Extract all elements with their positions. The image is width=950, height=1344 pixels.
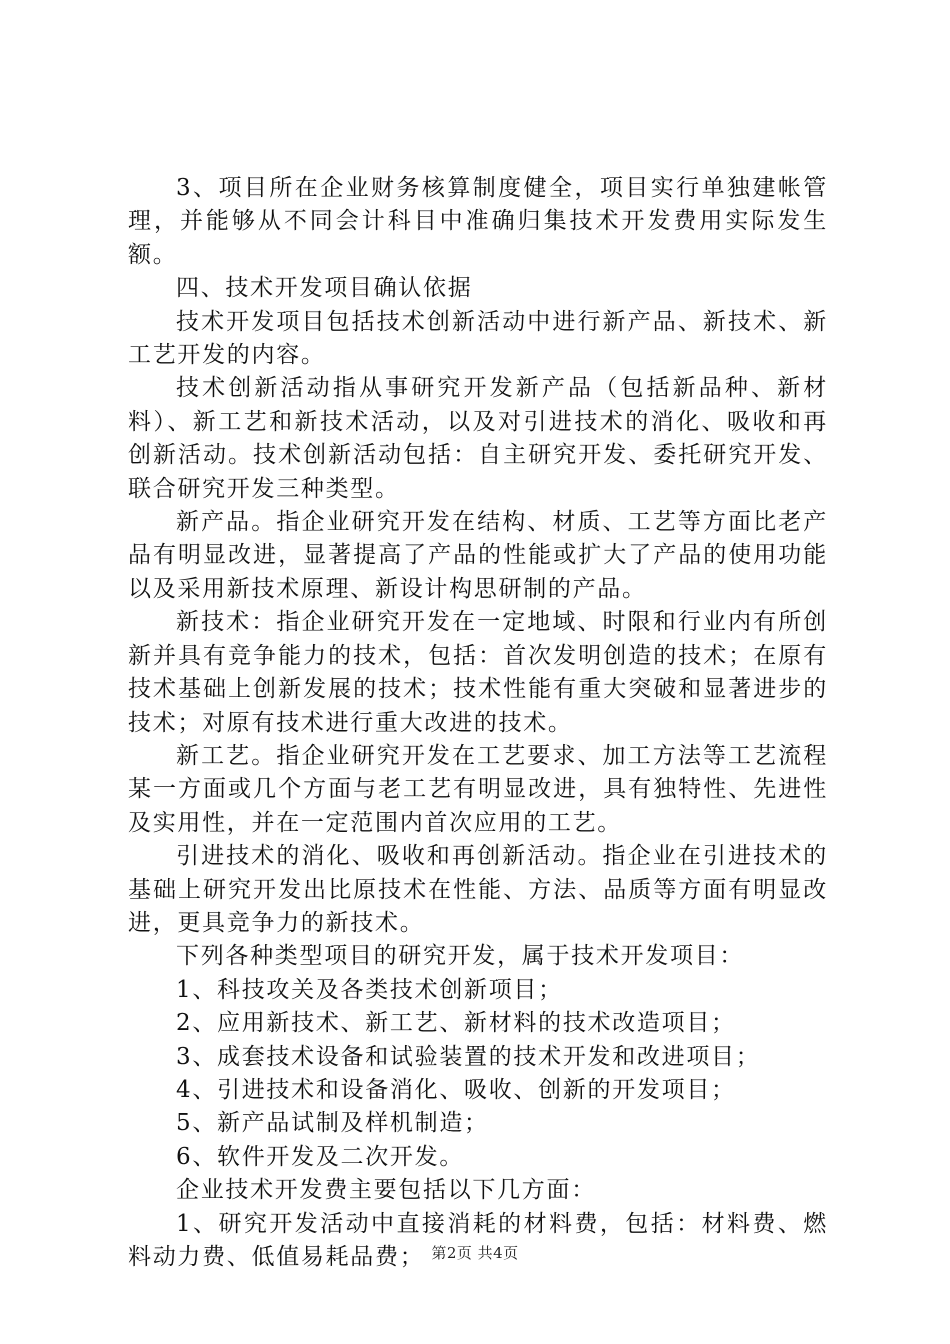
list-item: 2、应用新技术、新工艺、新材料的技术改造项目； (176, 1010, 736, 1037)
list-item: 1、研究开发活动中直接消耗的材料费，包括：材料费、燃料动力费、低值易耗品费； (128, 1210, 828, 1270)
paragraph: 企业技术开发费主要包括以下几方面： (176, 1177, 596, 1204)
page-footer: 第2页 共4页 (431, 1244, 519, 1262)
paragraph: 技术开发项目包括技术创新活动中进行新产品、新技术、新工艺开发的内容。 (128, 308, 828, 369)
list-item: 1、科技攻关及各类技术创新项目； (176, 976, 563, 1003)
list-item: 4、引进技术和设备消化、吸收、创新的开发项目； (176, 1076, 736, 1103)
list-item: 6、软件开发及二次开发。 (176, 1143, 465, 1170)
list-item: 3、成套技术设备和试验装置的技术开发和改进项目； (176, 1043, 761, 1070)
paragraph: 3、项目所在企业财务核算制度健全，项目实行单独建帐管理，并能够从不同会计科目中准确归集技术开发费用实际发生额。 (128, 175, 828, 268)
paragraph: 引进技术的消化、吸收和再创新活动。指企业在引进技术的基础上研究开发出比原技术在性能、方法、品质等方面有明显改进，更具竞争力的新技术。 (128, 843, 828, 936)
paragraph: 新产品。指企业研究开发在结构、材质、工艺等方面比老产品有明显改进，显著提高了产品的性能或扩大了产品的使用功能以及采用新技术原理、新设计构思研制的产品。 (128, 509, 828, 602)
paragraph: 新工艺。指企业研究开发在工艺要求、加工方法等工艺流程某一方面或几个方面与老工艺有明显改进，具有独特性、先进性及实用性，并在一定范围内首次应用的工艺。 (128, 742, 828, 836)
paragraph: 下列各种类型项目的研究开发，属于技术开发项目： (176, 943, 745, 970)
list-item: 5、新产品试制及样机制造； (176, 1110, 489, 1137)
section-heading: 四、技术开发项目确认依据 (176, 275, 473, 302)
document-body (128, 172, 828, 1274)
paragraph: 技术创新活动指从事研究开发新产品（包括新品种、新材料）、新工艺和新技术活动，以及对引进技术的消化、吸收和再创新活动。技术创新活动包括：自主研究开发、委托研究开发、联合研究开发三种类型。 (128, 375, 828, 502)
paragraph: 新技术：指企业研究开发在一定地域、时限和行业内有所创新并具有竞争能力的技术，包括：首次发明创造的技术；在原有技术基础上创新发展的技术；技术性能有重大突破和显著进步的技术；对原有技术进行重大改进的技术。 (128, 609, 828, 736)
